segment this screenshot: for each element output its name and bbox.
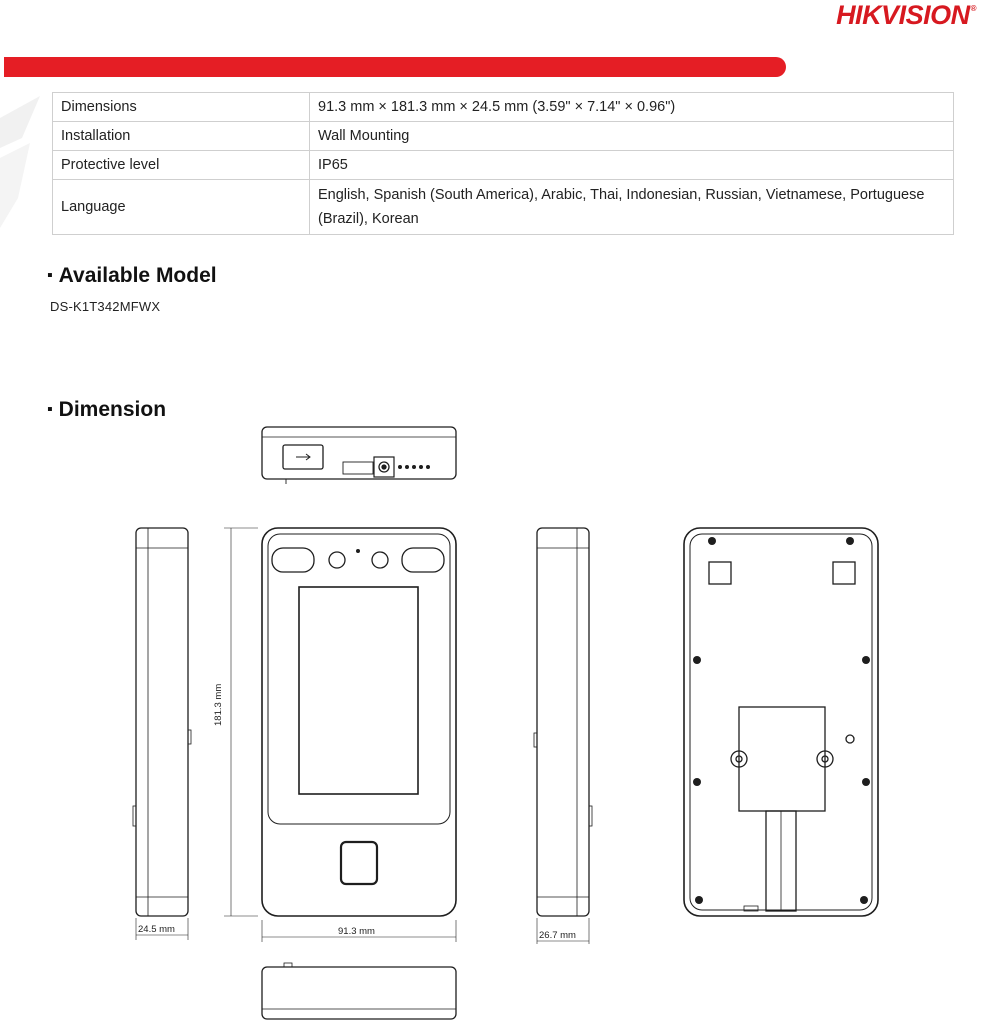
depth-right-label: 26.7 mm (539, 930, 576, 941)
front-view (213, 528, 456, 942)
top-view (262, 427, 456, 484)
left-side-view (133, 528, 191, 940)
logo-text: HIKVISION (836, 0, 970, 30)
spec-value-dimensions: 91.3 mm × 181.3 mm × 24.5 mm (3.59" × 7.14" × 0.96") (310, 93, 954, 122)
right-side-view (534, 528, 592, 944)
bottom-view (262, 963, 456, 1019)
spec-value-protective-level: IP65 (310, 151, 954, 180)
bullet-icon: ▪ (47, 401, 53, 418)
height-label: 181.3 mm (213, 683, 224, 726)
spec-key-protective-level: Protective level (53, 151, 310, 180)
spec-key-installation: Installation (53, 122, 310, 151)
registered-mark: ® (970, 4, 976, 13)
depth-left-label: 24.5 mm (138, 924, 175, 935)
bullet-icon: ▪ (47, 267, 53, 284)
back-view (684, 528, 878, 916)
width-label: 91.3 mm (338, 926, 375, 937)
dimension-title: Dimension (58, 398, 167, 421)
spec-key-language: Language (53, 180, 310, 235)
screw-holes (693, 537, 870, 904)
spec-value-language: English, Spanish (South America), Arabic, Thai, Indonesian, Russian, Vietnamese, Portuguese (Brazil), Korean (310, 180, 954, 235)
spec-key-dimensions: Dimensions (53, 93, 310, 122)
model-number: DS-K1T342MFWX (50, 299, 161, 314)
spec-value-installation: Wall Mounting (310, 122, 954, 151)
available-model-title: Available Model (58, 264, 217, 287)
